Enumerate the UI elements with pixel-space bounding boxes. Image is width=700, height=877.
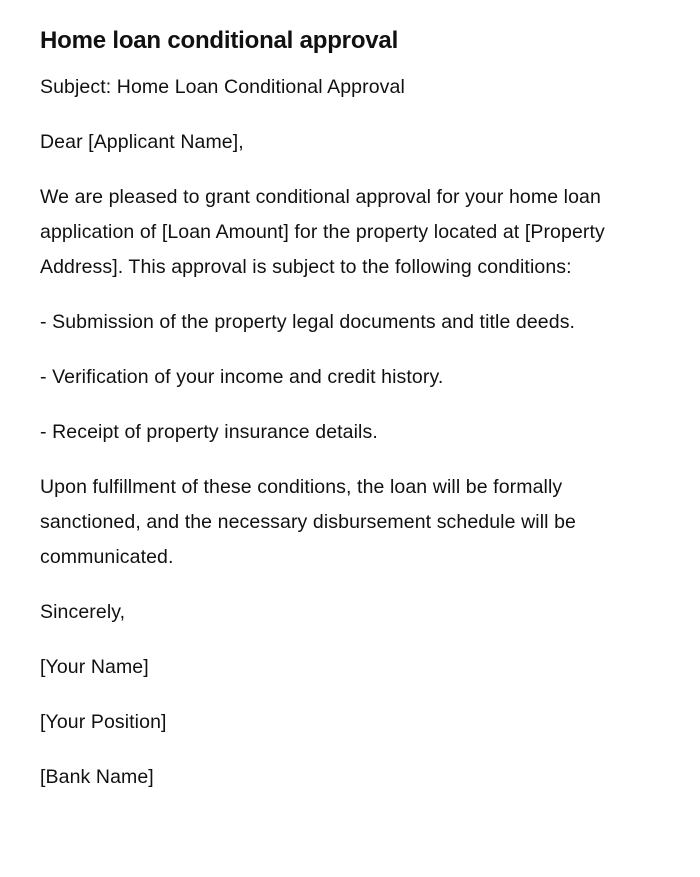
- salutation: Dear [Applicant Name],: [40, 131, 244, 153]
- closing-paragraph: Upon fulfillment of these conditions, the loan will be formally sanctioned, and the necessary disbursement schedule will be communicated.: [40, 476, 576, 568]
- letter-page: [40, 24, 660, 815]
- intro-paragraph: We are pleased to grant conditional approval for your home loan application of [Loan Amount] for the property located at [Property Address]. This approval is subject to the following conditions:: [40, 186, 605, 278]
- signature-bank: [Bank Name]: [40, 766, 154, 788]
- condition-item: - Verification of your income and credit history.: [40, 366, 444, 388]
- signature-name: [Your Name]: [40, 656, 149, 678]
- signature-position: [Your Position]: [40, 711, 167, 733]
- condition-item: - Submission of the property legal documents and title deeds.: [40, 311, 576, 333]
- sign-off: Sincerely,: [40, 601, 126, 623]
- subject-line: Subject: Home Loan Conditional Approval: [40, 76, 405, 98]
- document-title: Home loan conditional approval: [40, 27, 399, 54]
- condition-item: - Receipt of property insurance details.: [40, 421, 378, 443]
